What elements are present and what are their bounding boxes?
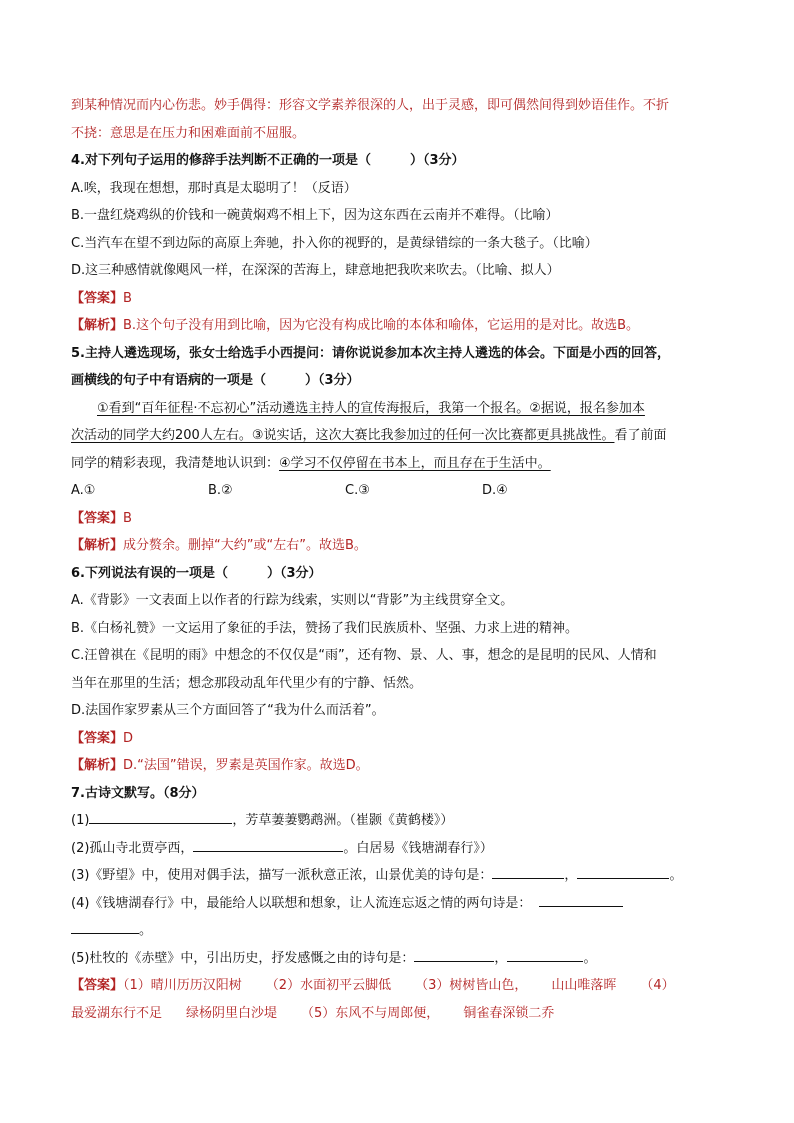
question-4-stem: 4.对下列句子运用的修辞手法判断不正确的一项是（ ）（3分）: [71, 153, 465, 168]
question-7-item-1: [71, 807, 731, 835]
analysis-label: 【解析】: [71, 538, 124, 553]
item-text: 。白居易《钱塘湖春行》）: [343, 840, 493, 856]
item-text: 。: [583, 950, 597, 966]
question-5-options: [71, 477, 731, 505]
question-7-stem: 7.古诗文默写。（8分）: [71, 785, 205, 801]
question-6-answer: [71, 725, 731, 753]
option-c: C.③: [345, 483, 370, 498]
answer-part: 绿杨阴里白沙堤: [186, 1005, 278, 1021]
question-6-option-a: A.《背影》一文表面上以作者的行踪为线索，实则以“背影”为主线贯穿全文。: [71, 593, 514, 608]
question-7-answer-cont: [71, 1000, 731, 1028]
underlined-sentence: 次活动的同学大约200人左右。③说实话，这次大赛比我参加过的任何一次比赛都更具挑战性。: [71, 428, 615, 443]
answer-blank[interactable]: [414, 948, 494, 962]
answer-part: 铜雀春深锁二乔: [463, 1005, 555, 1021]
answer-blank[interactable]: [193, 838, 343, 852]
question-4-analysis: [71, 312, 731, 340]
question-6-option-c-cont: 当年在那里的生活；想念那段动乱年代里少有的宁静、恬然。: [71, 675, 423, 691]
answer-label: 【答案】: [71, 978, 124, 993]
answer-value: B: [123, 290, 132, 306]
analysis-text: 成分赘余。删掉“大约”或“左右”。故选B。: [123, 538, 367, 553]
question-5-passage: [71, 395, 731, 423]
answer-value: D: [123, 730, 134, 746]
question-4-option-d: D.这三种感情就像飓风一样，在深深的苦海上，肆意地把我吹来吹去。（比喻、拟人）: [71, 263, 560, 278]
question-4-option-b: B.一盘红烧鸡纵的价钱和一碗黄焖鸡不相上下，因为这东西在云南并不难得。（比喻）: [71, 208, 559, 223]
question-7-item-5: [71, 945, 731, 973]
analysis-text: D.“法国”错误，罗素是英国作家。故选D。: [123, 758, 369, 773]
question-6-option-b: B.《白杨礼赞》一文运用了象征的手法，赞扬了我们民族质朴、坚强、力求上进的精神。: [71, 620, 579, 636]
question-7-item-3: [71, 862, 731, 890]
item-text: (3)《野望》中，使用对偶手法，描写一派秋意正浓，山景优美的诗句是：: [71, 868, 493, 883]
option-a: A.①: [71, 483, 96, 498]
question-6-analysis: [71, 752, 731, 780]
question-4-option-a: A.唉，我现在想想，那时真是太聪明了！（反语）: [71, 180, 357, 196]
answer-blank[interactable]: [89, 810, 232, 824]
item-text: 。: [139, 923, 153, 938]
answer-label: 【答案】: [71, 730, 124, 746]
answer-value: B: [123, 510, 132, 526]
question-4-answer: [71, 285, 731, 313]
question-7-item-4: [71, 890, 731, 918]
answer-blank[interactable]: [577, 865, 669, 879]
item-text: (2)孤山寺北贾亭西，: [71, 840, 194, 856]
answer-label: 【答案】: [71, 290, 124, 306]
analysis-label: 【解析】: [71, 318, 124, 333]
passage-text: 同学的精彩表现，我清楚地认识到：: [71, 455, 280, 471]
answer-blank[interactable]: [492, 865, 564, 879]
question-7-item-4-cont: [71, 917, 731, 945]
intro-line: 到某种情况而内心伤悲。妙手偶得：形容文学素养很深的人，出于灵感，即可偶然间得到妙语佳作。不折: [71, 98, 670, 113]
question-5-answer: [71, 505, 731, 533]
question-7-answer: [71, 972, 731, 1000]
item-text: (4)《钱塘湖春行》中，最能给人以联想和想象，让人流连忘返之情的两句诗是：: [71, 895, 532, 911]
question-6-stem: 6.下列说法有误的一项是（ ）（3分）: [71, 565, 322, 581]
question-5-analysis: [71, 532, 731, 560]
question-5-stem: 画横线的句子中有语病的一项是（ ）（3分）: [71, 373, 360, 388]
answer-blank[interactable]: [507, 948, 583, 962]
answer-blank[interactable]: [539, 893, 623, 907]
answer-label: 【答案】: [71, 510, 124, 526]
answer-part: 最爱湖东行不足: [71, 1005, 163, 1021]
answer-part: （2）水面初平云脚低: [265, 978, 392, 993]
answer-part: （1）晴川历历汉阳树: [123, 978, 242, 993]
item-text: 。: [669, 868, 683, 883]
analysis-label: 【解析】: [71, 758, 124, 773]
answer-part: （4）: [640, 978, 675, 993]
document-page: [71, 92, 731, 1027]
answer-blank[interactable]: [71, 920, 139, 934]
underlined-sentence: ①看到“百年征程·不忘初心”活动遴选主持人的宣传海报后，我第一个报名。②据说，报名参加本: [97, 400, 645, 416]
intro-line: 不挠：意思是在压力和困难面前不屈服。: [71, 125, 306, 141]
question-5-stem: 5.主持人遴选现场，张女士给选手小西提问：请你说说参加本次主持人遴选的体会。下面是小西的回答，: [71, 345, 670, 361]
item-text: ，: [494, 950, 508, 966]
item-text: ，: [564, 868, 578, 883]
question-5-passage: [71, 422, 731, 450]
underlined-sentence: ④学习不仅停留在书本上，而且存在于生活中。: [279, 455, 551, 471]
question-7-item-2: [71, 835, 731, 863]
item-number: (1): [71, 813, 90, 828]
item-text: (5)杜牧的《赤壁》中，引出历史，抒发感慨之由的诗句是：: [71, 950, 415, 966]
item-text: ，芳草萋萋鹦鹉洲。（崔颢《黄鹤楼》）: [232, 813, 454, 828]
passage-text: 看了前面: [614, 428, 667, 443]
answer-part: （3）树树皆山色，: [415, 978, 528, 993]
analysis-text: B.这个句子没有用到比喻，因为它没有构成比喻的本体和喻体，它运用的是对比。故选B。: [123, 318, 639, 333]
question-6-option-d: D.法国作家罗素从三个方面回答了“我为什么而活着”。: [71, 703, 385, 718]
question-5-passage: [71, 450, 731, 478]
option-b: B.②: [208, 483, 233, 498]
question-6-option-c: C.汪曾祺在《昆明的雨》中想念的不仅仅是“雨”，还有物、景、人、事，想念的是昆明的民风、人情和: [71, 648, 657, 663]
answer-part: 山山唯落晖: [551, 978, 617, 993]
answer-part: （5）东风不与周郎便，: [301, 1005, 440, 1021]
option-d: D.④: [482, 483, 508, 498]
question-4-option-c: C.当汽车在望不到边际的高原上奔驰，扑入你的视野的，是黄绿错综的一条大毯子。（比喻）: [71, 235, 598, 251]
